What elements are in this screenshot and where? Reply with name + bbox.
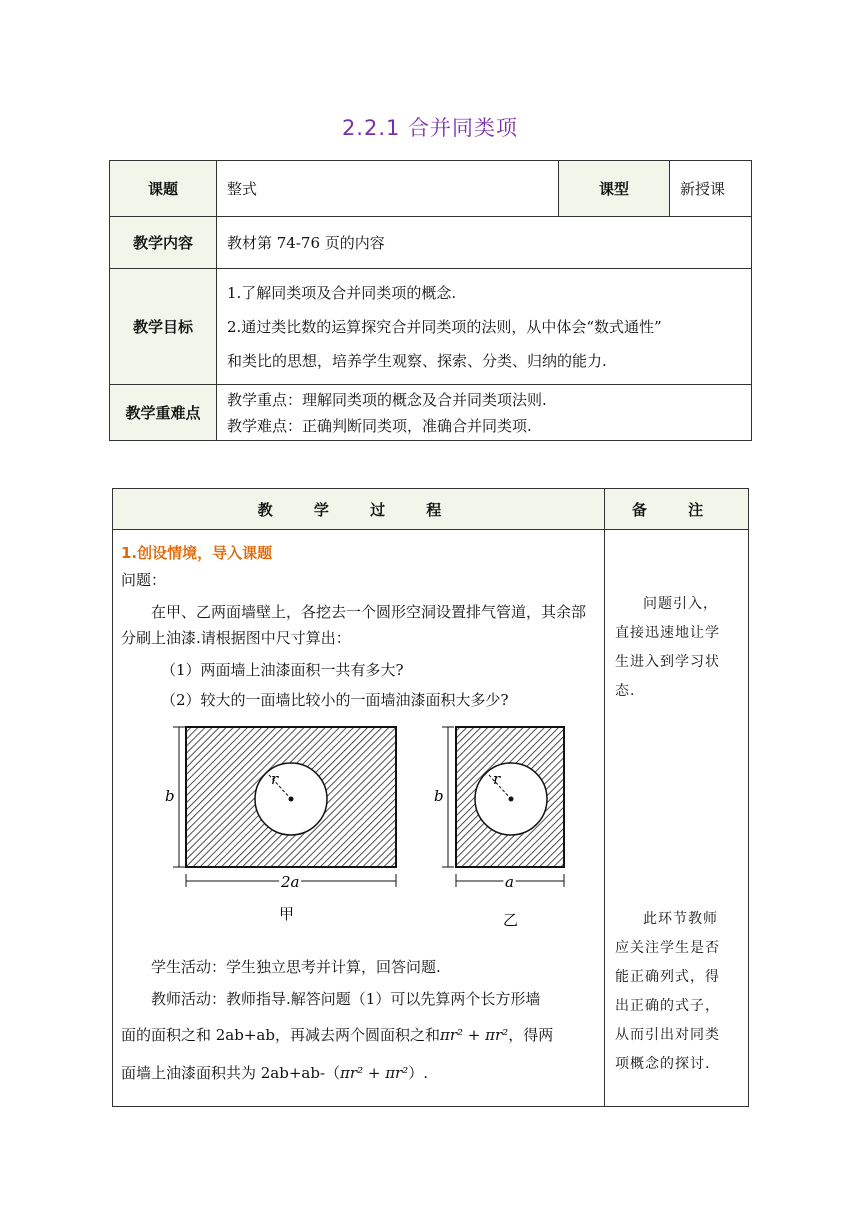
topic-value: 整式 — [217, 161, 559, 217]
note-intro — [615, 590, 740, 706]
note-line: 能正确列式，得 — [614, 969, 720, 985]
wall-figures — [121, 719, 596, 947]
question-label: 问题： — [121, 571, 167, 589]
section-title: 1.创设情境，导入课题 — [121, 544, 273, 562]
key-point: 教学难点：正确判断同类项，准确合并同类项. — [227, 416, 532, 435]
radius-label-yi: r — [493, 770, 501, 788]
note-line: 直接迅速地让学 — [614, 625, 720, 641]
radius-label-jia: r — [271, 770, 279, 788]
teacher-activity-2-tail: ，得两 — [508, 1026, 554, 1044]
note-line: 出正确的式子， — [614, 998, 720, 1014]
notes-cell — [604, 530, 748, 1107]
type-label: 课型 — [559, 161, 670, 217]
problem-intro: 在甲、乙两面墙壁上，各挖去一个圆形空洞设置排气管道，其余部分刷上油漆.请根据图中尺寸算出： — [121, 603, 587, 647]
wall-yi — [434, 727, 564, 929]
note-line: 从而引出对同类 — [614, 1027, 720, 1043]
note-teacher-focus — [615, 905, 740, 1079]
wall-jia — [165, 727, 396, 923]
note-line: 生进入到学习状 — [614, 654, 720, 670]
teacher-activity-3-text: 面墙上油漆面积共为 2ab+ab-（ — [121, 1064, 341, 1082]
content-label: 教学内容 — [110, 217, 217, 269]
math-expression: πr² + πr² — [439, 1026, 509, 1044]
note-line: 此环节教师 — [642, 911, 718, 927]
notes-header: 备 注 — [604, 489, 748, 530]
key-points-cell — [217, 385, 752, 441]
note-line: 态. — [614, 683, 636, 699]
lesson-info-table — [109, 160, 752, 441]
caption-yi: 乙 — [503, 911, 519, 929]
teacher-activity-3 — [121, 1055, 596, 1091]
goal-line: 1.了解同类项及合并同类项的概念. — [227, 283, 457, 302]
math-expression: πr² + πr² — [340, 1064, 409, 1082]
key-points-label: 教学重难点 — [110, 385, 217, 441]
question-1: （1）两面墙上油漆面积一共有多大? — [161, 661, 404, 679]
question-2: （2）较大的一面墙比较小的一面墙油漆面积大多少? — [161, 691, 509, 709]
note-line: 应关注学生是否 — [614, 940, 720, 956]
process-header: 教 学 过 程 — [113, 489, 605, 530]
page-title: 2.2.1 合并同类项 — [341, 116, 519, 140]
process-content — [113, 530, 605, 1107]
width-label-yi: a — [505, 873, 514, 891]
wall-diagram — [121, 719, 591, 947]
height-label-yi: b — [434, 787, 444, 805]
note-line: 项概念的探讨. — [614, 1056, 711, 1072]
teacher-activity-2-text: 面的面积之和 2ab+ab，再减去两个圆面积之和 — [121, 1026, 440, 1044]
key-point: 教学重点：理解同类项的概念及合并同类项法则. — [227, 390, 547, 409]
teacher-activity-2 — [121, 1015, 596, 1055]
content-value: 教材第 74-76 页的内容 — [217, 217, 752, 269]
note-line: 问题引入， — [642, 596, 718, 612]
process-table — [112, 488, 749, 1107]
teacher-activity-1: 教师活动：教师指导.解答问题（1）可以先算两个长方形墙 — [151, 990, 541, 1008]
teacher-activity-3-tail: ）. — [408, 1064, 429, 1082]
goals-cell — [217, 269, 752, 385]
goals-label: 教学目标 — [110, 269, 217, 385]
goal-line: 2.通过类比数的运算探究合并同类项的法则，从中体会“数式通性” — [227, 317, 662, 336]
width-label-jia: 2a — [281, 873, 300, 891]
type-value: 新授课 — [670, 161, 752, 217]
student-activity: 学生活动：学生独立思考并计算，回答问题. — [151, 958, 441, 976]
topic-label: 课题 — [110, 161, 217, 217]
goal-line: 和类比的思想，培养学生观察、探索、分类、归纳的能力. — [227, 351, 607, 370]
height-label-jia: b — [165, 787, 175, 805]
caption-jia: 甲 — [279, 905, 295, 923]
